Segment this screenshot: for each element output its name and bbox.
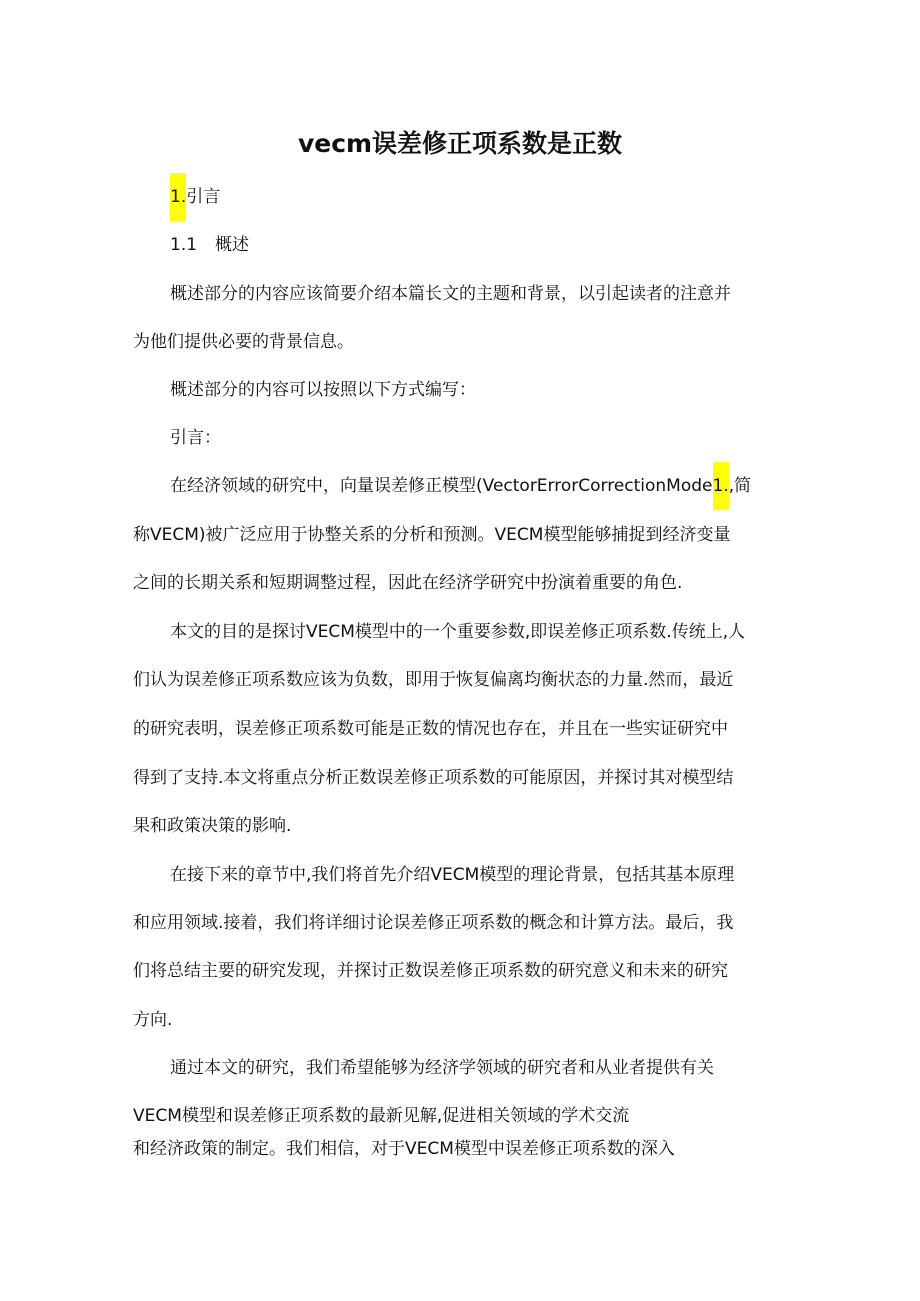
paragraph-line: VECM模型和误差修正项系数的最新见解,促进相关领域的学术交流 — [133, 1106, 630, 1126]
paragraph-line: 在接下来的章节中,我们将首先介绍VECM模型的理论背景，包括其基本原理 — [170, 865, 735, 885]
paragraph-line: 概述部分的内容应该简要介绍本篇长文的主题和背景，以引起读者的注意并 — [170, 284, 731, 304]
paragraph-line: 引言： — [170, 428, 221, 448]
paragraph-line: 们认为误差修正项系数应该为负数，即用于恢复偏离均衡状态的力量.然而，最近 — [133, 670, 734, 690]
paragraph-line: 为他们提供必要的背景信息。 — [133, 332, 354, 352]
paragraph-line: 的研究表明，误差修正项系数可能是正数的情况也存在，并且在一些实证研究中 — [133, 719, 728, 739]
paragraph-line: 得到了支持.本文将重点分析正数误差修正项系数的可能原因，并探讨其对模型结 — [133, 768, 734, 788]
paragraph-line: 们将总结主要的研究发现，并探讨正数误差修正项系数的研究意义和未来的研究 — [133, 961, 728, 981]
paragraph-line: 和经济政策的制定。我们相信，对于VECM模型中误差修正项系数的深入 — [133, 1139, 675, 1159]
paragraph-line: 方向. — [133, 1010, 173, 1030]
heading-introduction — [170, 182, 220, 212]
paragraph-line: 概述部分的内容可以按照以下方式编写： — [170, 380, 476, 400]
paragraph-line: 和应用领域.接着，我们将详细讨论误差修正项系数的概念和计算方法。最后，我 — [133, 913, 734, 933]
highlighted-heading-number: 1. — [170, 173, 186, 221]
paragraph-line — [170, 471, 751, 501]
paragraph-line: 之间的长期关系和短期调整过程，因此在经济学研究中扮演着重要的角色. — [133, 573, 683, 593]
paragraph-line: 本文的目的是探讨VECM模型中的一个重要参数,即误差修正项系数.传统上,人 — [170, 622, 746, 642]
document-title: vecm误差修正项系数是正数 — [297, 129, 623, 158]
paragraph-text: ,简 — [728, 476, 752, 496]
heading-introduction-text: 引言 — [186, 187, 221, 207]
highlighted-number: 1. — [713, 462, 729, 510]
heading-overview-text: 概述 — [215, 235, 250, 255]
paragraph-line: 通过本文的研究，我们希望能够为经济学领域的研究者和从业者提供有关 — [170, 1058, 714, 1078]
paragraph-line: 称VECM)被广泛应用于协整关系的分析和预测。VECM模型能够捕捉到经济变量 — [133, 525, 731, 545]
heading-overview-number: 1.1 — [170, 235, 198, 255]
paragraph-line: 果和政策决策的影响. — [133, 816, 292, 836]
heading-overview — [170, 230, 249, 260]
paragraph-text: 在经济领域的研究中，向量误差修正模型(VectorErrorCorrectionMode — [170, 476, 713, 496]
